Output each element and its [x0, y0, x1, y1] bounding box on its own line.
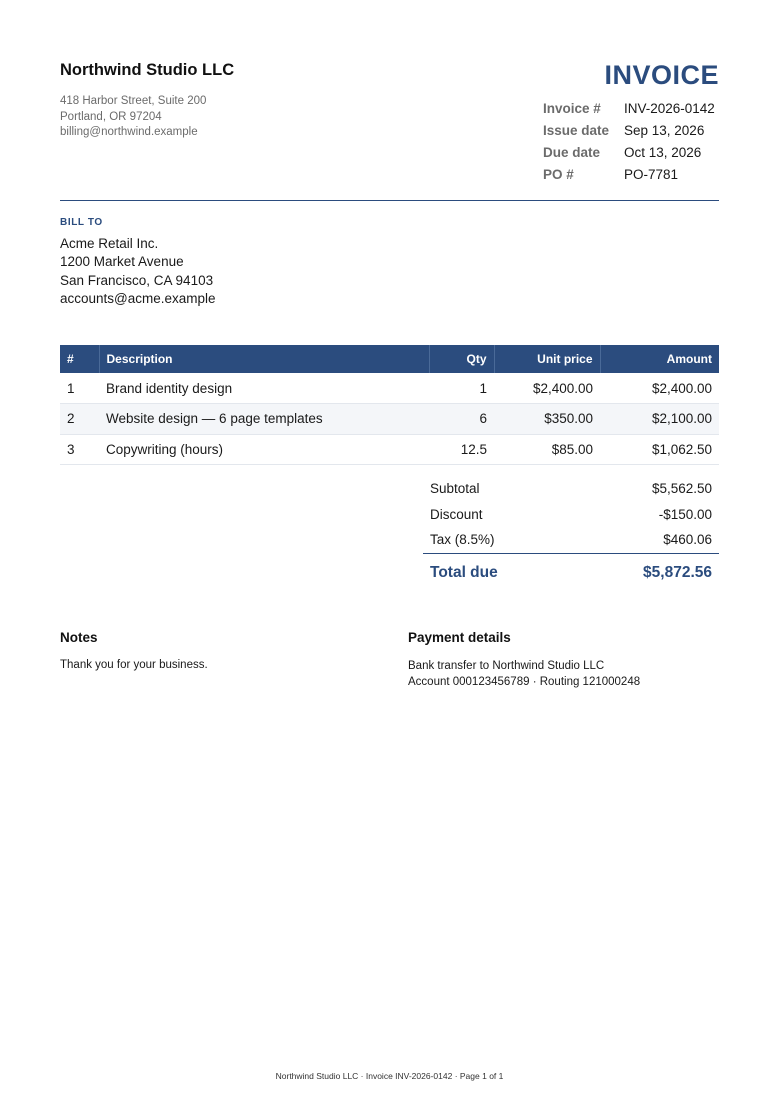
discount-row	[423, 502, 719, 528]
subtotal-label: Subtotal	[430, 481, 480, 496]
tax-value: $460.06	[663, 532, 712, 547]
cell-unit-price: $85.00	[494, 434, 600, 465]
table-row	[60, 373, 719, 404]
bill-to-line: 1200 Market Avenue	[60, 254, 184, 270]
meta-label: Invoice #	[543, 101, 601, 116]
col-header-unit-price: Unit price	[494, 345, 600, 373]
table-row	[60, 404, 719, 435]
meta-value: Sep 13, 2026	[624, 123, 705, 138]
total-due-label: Total due	[430, 563, 498, 581]
payment-heading: Payment details	[408, 630, 511, 645]
bill-to-label: BILL TO	[60, 217, 103, 228]
cell-unit-price: $2,400.00	[494, 373, 600, 404]
company-address-line: Portland, OR 97204	[60, 110, 162, 123]
bill-to-block	[60, 235, 216, 308]
tax-row	[423, 527, 719, 553]
company-name: Northwind Studio LLC	[60, 61, 235, 79]
tax-label: Tax (8.5%)	[430, 532, 495, 547]
discount-value: -$150.00	[658, 506, 712, 522]
invoice-title: INVOICE	[604, 60, 719, 90]
cell-qty: 1	[429, 373, 494, 404]
meta-value: Oct 13, 2026	[624, 145, 702, 160]
bill-to-line: Acme Retail Inc.	[60, 236, 159, 251]
total-due-value: $5,872.56	[643, 563, 712, 581]
cell-qty: 6	[429, 404, 494, 435]
subtotal-row	[423, 476, 719, 502]
company-email: billing@northwind.example	[60, 126, 198, 138]
col-header-qty: Qty	[429, 345, 494, 373]
meta-label: Due date	[543, 145, 601, 160]
notes-text: Thank you for your business.	[60, 659, 208, 671]
meta-row-due-date	[543, 142, 733, 164]
col-header-description: Description	[99, 345, 429, 373]
cell-description: Copywriting (hours)	[99, 434, 429, 465]
cell-unit-price: $350.00	[494, 404, 600, 435]
cell-amount: $2,400.00	[600, 373, 719, 404]
notes-heading: Notes	[60, 630, 98, 645]
totals-block	[423, 476, 719, 592]
payment-line: Bank transfer to Northwind Studio LLC	[408, 660, 605, 672]
subtotal-value: $5,562.50	[651, 481, 712, 496]
meta-label: Issue date	[543, 123, 610, 138]
col-header-index: #	[60, 345, 99, 373]
cell-description: Brand identity design	[99, 373, 429, 404]
cell-index: 3	[60, 434, 99, 465]
company-address-line: 418 Harbor Street, Suite 200	[60, 95, 207, 107]
meta-value: INV-2026-0142	[624, 101, 715, 116]
cell-amount: $1,062.50	[600, 434, 719, 465]
company-address	[60, 94, 206, 141]
invoice-meta	[543, 98, 733, 186]
header-divider	[60, 200, 719, 201]
cell-description: Website design — 6 page templates	[99, 404, 429, 435]
meta-value: PO-7781	[624, 167, 679, 182]
meta-label: PO #	[543, 167, 574, 182]
line-items-table	[60, 345, 719, 465]
meta-row-invoice-number	[543, 98, 733, 120]
cell-amount: $2,100.00	[600, 404, 719, 435]
cell-index: 2	[60, 404, 99, 435]
payment-details	[408, 659, 640, 690]
col-header-amount: Amount	[600, 345, 719, 373]
meta-row-issue-date	[543, 120, 733, 142]
bill-to-email: accounts@acme.example	[60, 290, 216, 306]
payment-line: Account 000123456789 · Routing 121000248	[408, 675, 641, 688]
discount-label: Discount	[430, 506, 483, 522]
bill-to-line: San Francisco, CA 94103	[60, 272, 214, 288]
total-due-row	[423, 554, 719, 592]
table-header-row	[60, 345, 719, 373]
table-row	[60, 434, 719, 465]
cell-index: 1	[60, 373, 99, 404]
cell-qty: 12.5	[429, 434, 494, 465]
page-footer: Northwind Studio LLC · Invoice INV-2026-0142 · Page 1 of 1	[275, 1071, 504, 1081]
meta-row-po-number	[543, 164, 733, 186]
